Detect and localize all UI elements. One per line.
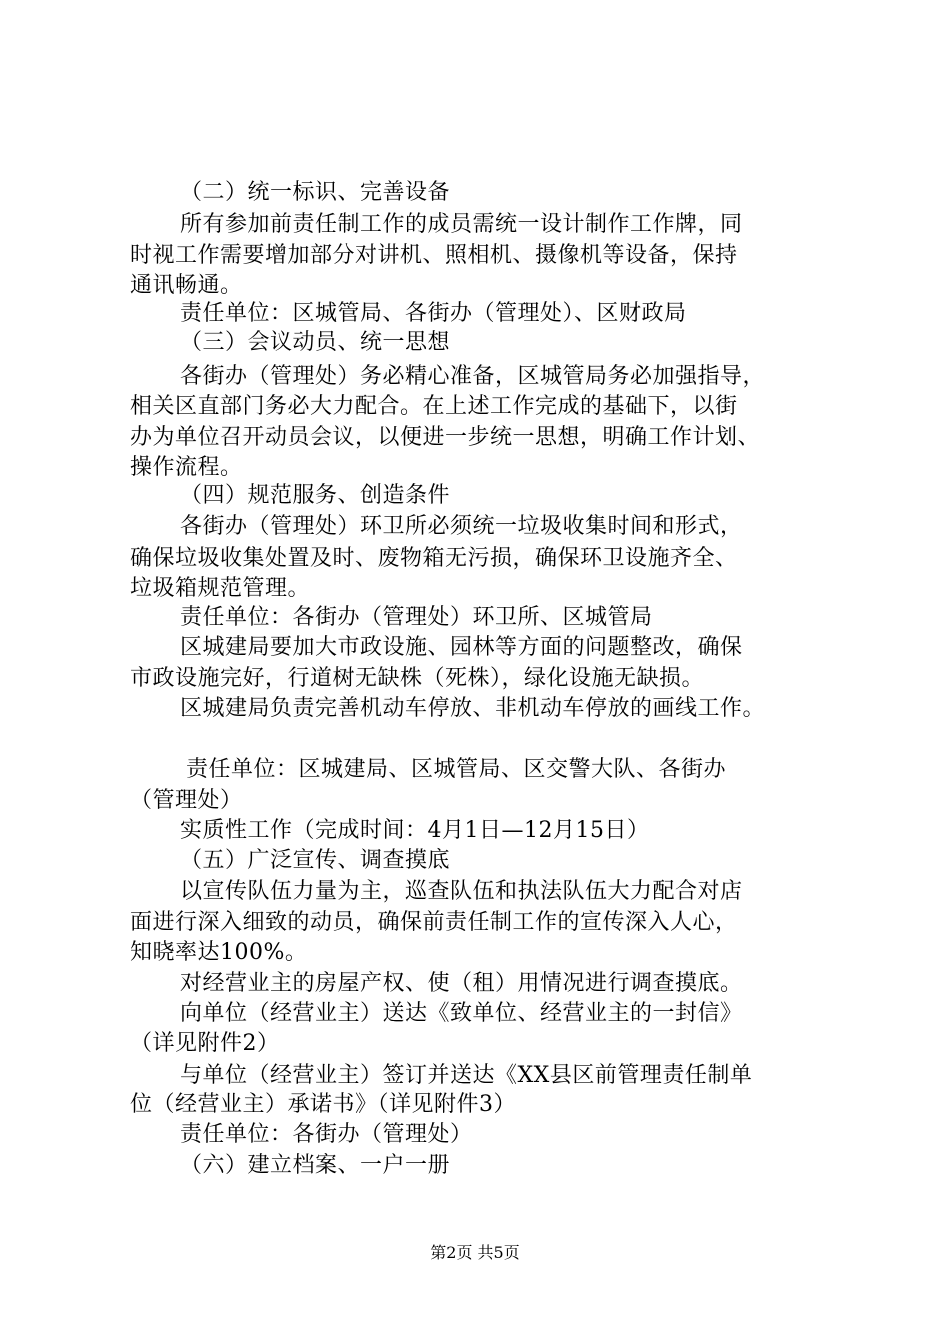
schedule-line: 实质性工作（完成时间：4月1日—12月15日） <box>180 818 650 843</box>
paragraph-line: 相关区直部门务必大力配合。在上述工作完成的基础下，以街 <box>130 394 738 419</box>
paragraph-line: 与单位（经营业主）签订并送达《XX县区前管理责任制单 <box>180 1063 753 1088</box>
paragraph-line: 时视工作需要增加部分对讲机、照相机、摄像机等设备，保持 <box>130 243 738 268</box>
paragraph-line: 面进行深入细致的动员，确保前责任制工作的宣传深入人心， <box>130 910 738 935</box>
paragraph-line: 办为单位召开动员会议，以便进一步统一思想，明确工作计划、 <box>130 425 761 450</box>
heading-5: （五）广泛宣传、调查摸底 <box>180 848 451 873</box>
paragraph-line: 通讯畅通。 <box>130 273 243 298</box>
paragraph-line: 对经营业主的房屋产权、使（租）用情况进行调查摸底。 <box>180 971 743 996</box>
paragraph-line: 操作流程。 <box>130 455 243 480</box>
paragraph-line: 市政设施完好，行道树无缺株（死株），绿化设施无缺损。 <box>130 666 705 691</box>
paragraph-line: （详见附件2） <box>130 1031 280 1056</box>
paragraph-line: 垃圾箱规范管理。 <box>130 576 311 601</box>
paragraph-line: 各街办（管理处）务必精心准备，区城管局务必加强指导， <box>180 364 766 389</box>
paragraph-line: 区城建局负责完善机动车停放、非机动车停放的画线工作。 <box>180 696 766 721</box>
responsible-units: 责任单位：区城建局、区城管局、区交警大队、各街办 <box>186 757 727 782</box>
heading-2: （二）统一标识、完善设备 <box>180 180 451 205</box>
heading-4: （四）规范服务、创造条件 <box>180 483 451 508</box>
paragraph-line: 以宣传队伍力量为主，巡查队伍和执法队伍大力配合对店 <box>180 879 743 904</box>
paragraph-line: 向单位（经营业主）送达《致单位、经营业主的一封信》 <box>180 1001 743 1026</box>
paragraph-line: 位（经营业主）承诺书》（详见附件3） <box>130 1092 516 1117</box>
heading-6: （六）建立档案、一户一册 <box>180 1153 451 1178</box>
responsible-units: 责任单位：区城管局、各街办（管理处）、区财政局 <box>180 301 687 326</box>
paragraph-line: （管理处） <box>130 788 243 813</box>
paragraph-line: 各街办（管理处）环卫所必须统一垃圾收集时间和形式， <box>180 514 743 539</box>
paragraph-line: 确保垃圾收集处置及时、废物箱无污损，确保环卫设施齐全、 <box>130 546 738 571</box>
page-number-footer: 第2页 共5页 <box>430 1243 520 1262</box>
responsible-units: 责任单位：各街办（管理处）环卫所、区城管局 <box>180 605 653 630</box>
paragraph-line: 所有参加前责任制工作的成员需统一设计制作工作牌，同 <box>180 212 743 237</box>
responsible-units: 责任单位：各街办（管理处） <box>180 1122 473 1147</box>
paragraph-line: 知晓率达100%。 <box>130 940 308 965</box>
heading-3: （三）会议动员、统一思想 <box>180 330 451 355</box>
paragraph-line: 区城建局要加大市政设施、园林等方面的问题整改，确保 <box>180 635 743 660</box>
